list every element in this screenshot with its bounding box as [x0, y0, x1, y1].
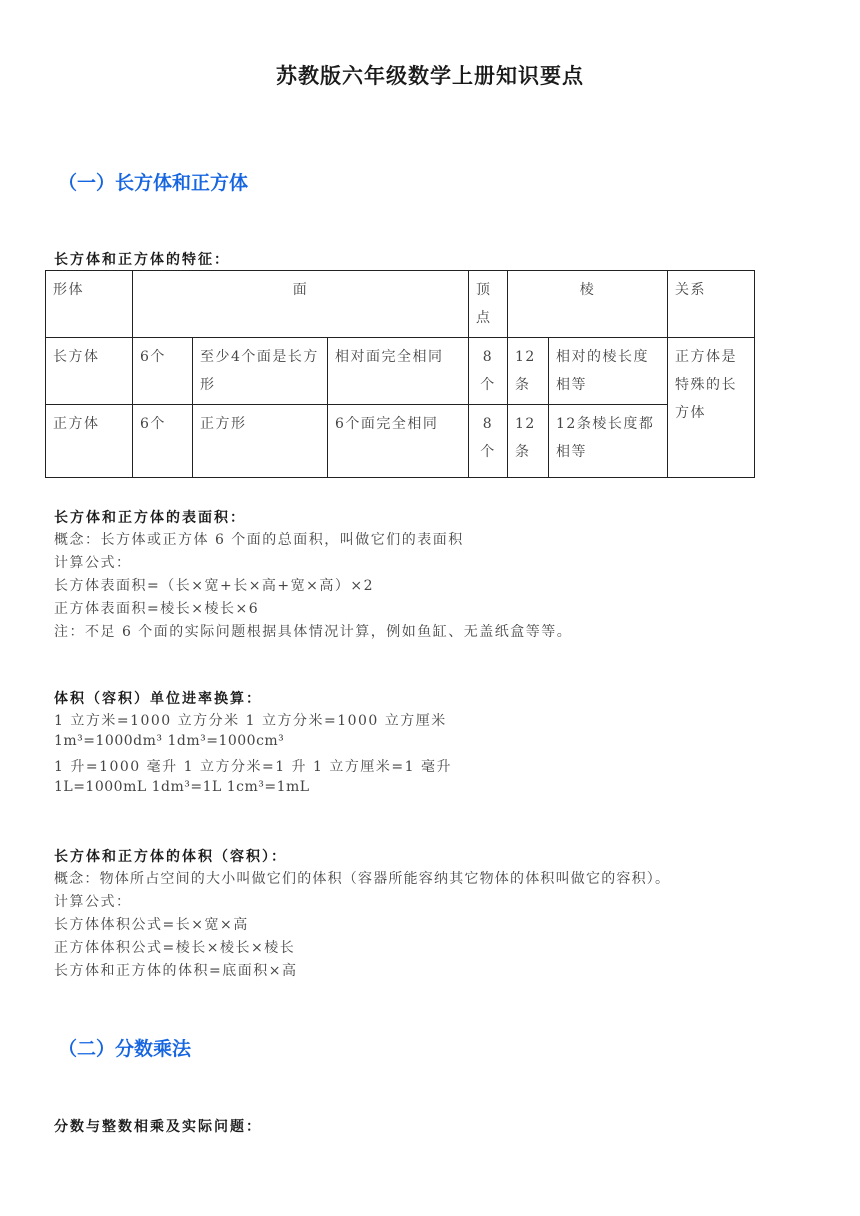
header-face: 面 — [133, 271, 469, 338]
units-line-2: 1m³=1000dm³ 1dm³=1000cm³ — [54, 733, 285, 749]
row-vertex: 8个 — [469, 405, 508, 478]
features-heading: 长方体和正方体的特征： — [54, 252, 230, 268]
row-edge-count: 12条 — [508, 338, 549, 405]
surface-note: 注：不足 6 个面的实际问题根据具体情况计算，例如鱼缸、无盖纸盒等等。 — [54, 624, 573, 640]
row-edge-relation: 相对的棱长度相等 — [549, 338, 668, 405]
volume-formula-label: 计算公式： — [54, 894, 132, 910]
row-face-count: 6个 — [133, 338, 193, 405]
volume-cube-formula: 正方体体积公式=棱长×棱长×棱长 — [54, 940, 296, 956]
section-heading-cuboid: （一）长方体和正方体 — [58, 172, 249, 194]
row-face-count: 6个 — [133, 405, 193, 478]
page-title: 苏教版六年级数学上册知识要点 — [276, 64, 584, 88]
row-face-relation: 相对面完全相同 — [328, 338, 469, 405]
fraction-heading: 分数与整数相乘及实际问题： — [54, 1119, 262, 1135]
row-shape: 长方体 — [46, 338, 133, 405]
section-heading-fraction: （二）分数乘法 — [58, 1038, 192, 1060]
row-shape: 正方体 — [46, 405, 133, 478]
header-vertex: 顶点 — [469, 271, 508, 338]
row-face-relation: 6个面完全相同 — [328, 405, 469, 478]
table-header-row — [46, 271, 755, 338]
surface-formula-label: 计算公式： — [54, 555, 132, 571]
volume-concept: 概念：物体所占空间的大小叫做它们的体积（容器所能容纳其它物体的体积叫做它的容积）。 — [54, 871, 671, 887]
header-edge: 棱 — [508, 271, 668, 338]
row-vertex: 8个 — [469, 338, 508, 405]
units-line-3: 1 升=1000 毫升 1 立方分米=1 升 1 立方厘米=1 毫升 — [54, 759, 452, 775]
units-heading: 体积（容积）单位进率换算： — [54, 691, 262, 707]
row-face-shape: 正方形 — [193, 405, 328, 478]
row-face-shape: 至少4个面是长方形 — [193, 338, 328, 405]
surface-concept: 概念：长方体或正方体 6 个面的总面积，叫做它们的表面积 — [54, 532, 464, 548]
table-row — [46, 338, 755, 405]
volume-cuboid-formula: 长方体体积公式=长×宽×高 — [54, 917, 249, 933]
features-table — [45, 270, 755, 478]
surface-heading: 长方体和正方体的表面积： — [54, 510, 246, 526]
row-edge-count: 12条 — [508, 405, 549, 478]
surface-cube-formula: 正方体表面积=棱长×棱长×6 — [54, 601, 260, 617]
volume-heading: 长方体和正方体的体积（容积）： — [54, 849, 287, 865]
volume-base-formula: 长方体和正方体的体积=底面积×高 — [54, 963, 298, 979]
row-edge-relation: 12条棱长度都相等 — [549, 405, 668, 478]
header-shape: 形体 — [46, 271, 133, 338]
header-relation: 关系 — [668, 271, 755, 338]
units-line-4: 1L=1000mL 1dm³=1L 1cm³=1mL — [54, 779, 310, 795]
table-row — [46, 405, 755, 478]
surface-cuboid-formula: 长方体表面积=（长×宽+长×高+宽×高）×2 — [54, 578, 375, 594]
relation-cell: 正方体是特殊的长方体 — [668, 338, 755, 478]
units-line-1: 1 立方米=1000 立方分米 1 立方分米=1000 立方厘米 — [54, 713, 447, 729]
